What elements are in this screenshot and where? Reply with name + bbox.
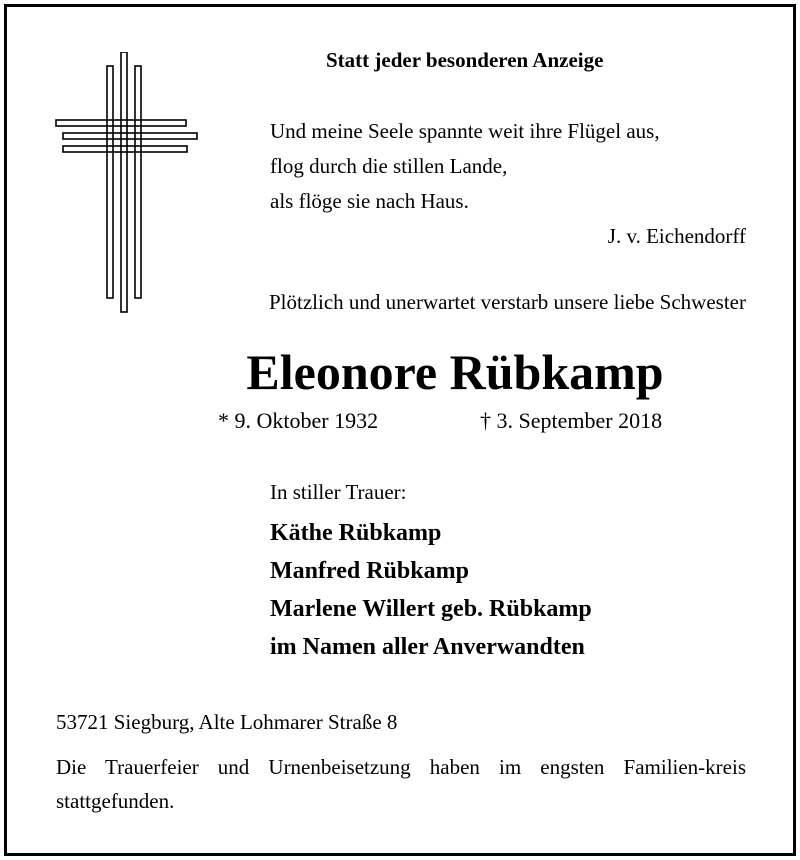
death-date: † 3. September 2018	[480, 408, 663, 433]
poem-line: als flöge sie nach Haus.	[270, 189, 469, 213]
deceased-name: Eleonore Rübkamp	[246, 344, 664, 400]
address: 53721 Siegburg, Alte Lohmarer Straße 8	[56, 710, 398, 734]
birth-date: * 9. Oktober 1932	[218, 408, 379, 433]
poem-line: Und meine Seele spannte weit ihre Flügel aus,	[270, 119, 660, 143]
poem-author: J. v. Eichendorff	[607, 224, 746, 248]
mourner-name: Marlene Willert geb. Rübkamp	[270, 596, 592, 622]
mourning-label: In stiller Trauer:	[270, 480, 407, 504]
ceremony-text: Die Trauerfeier und Urnenbeisetzung haben im engsten Familien-kreis stattgefunden.	[56, 755, 746, 813]
poem-line: flog durch die stillen Lande,	[270, 154, 508, 178]
mourner-name: Manfred Rübkamp	[270, 558, 469, 584]
mourner-name: im Namen aller Anverwandten	[270, 634, 585, 660]
intro-text: Plötzlich und unerwartet verstarb unsere liebe Schwester	[268, 290, 746, 314]
cross-icon	[54, 52, 199, 314]
mourner-name: Käthe Rübkamp	[270, 520, 442, 546]
notice-header: Statt jeder besonderen Anzeige	[326, 48, 604, 72]
